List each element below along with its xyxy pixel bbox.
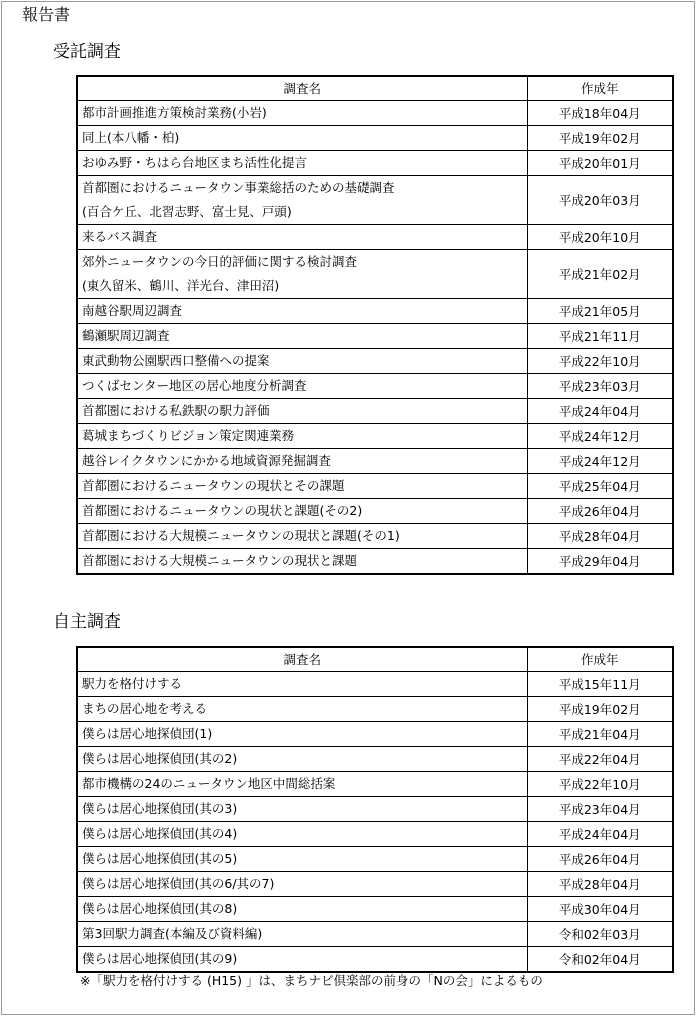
survey-name-text: (百合ケ丘、北習志野、富士見、戸頭) <box>82 204 292 219</box>
survey-name-cell <box>77 499 527 524</box>
survey-name-cell <box>77 324 527 349</box>
survey-name-cell <box>77 250 527 299</box>
created-year-cell: 平成23年04月 <box>527 797 673 822</box>
created-year-cell: 平成22年10月 <box>527 349 673 374</box>
table-row <box>77 797 673 822</box>
survey-name-cell <box>77 697 527 722</box>
survey-name-cell <box>77 947 527 973</box>
survey-name-text: 首都圏におけるニュータウン事業総括のための基礎調査 <box>82 180 395 195</box>
survey-name-cell <box>77 872 527 897</box>
created-year-cell: 平成30年04月 <box>527 897 673 922</box>
created-year-cell: 令和02年03月 <box>527 922 673 947</box>
survey-name-cell <box>77 549 527 575</box>
survey-name-text: 駅力を格付けする <box>82 676 183 691</box>
survey-name-cell <box>77 822 527 847</box>
created-year-cell: 平成20年03月 <box>527 176 673 225</box>
table-row <box>77 349 673 374</box>
table-row <box>77 250 673 299</box>
table-row <box>77 772 673 797</box>
survey-name-text: 僕らは居心地探偵団(其の2) <box>82 751 238 766</box>
survey-name-text: 僕らは居心地探偵団(1) <box>82 726 213 741</box>
created-year-cell: 平成21年11月 <box>527 324 673 349</box>
survey-name-text: 郊外ニュータウンの今日的評価に関する検討調査 <box>82 254 358 269</box>
table-row <box>77 822 673 847</box>
created-year-cell: 平成24年12月 <box>527 424 673 449</box>
survey-name-text: 都市機構の24のニュータウン地区中間総括案 <box>82 776 336 791</box>
section-title-commissioned: 受託調査 <box>53 42 121 62</box>
table-row <box>77 299 673 324</box>
survey-name-cell <box>77 897 527 922</box>
survey-name-text: 僕らは居心地探偵団(其の3) <box>82 801 238 816</box>
survey-name-cell <box>77 672 527 697</box>
table-row <box>77 672 673 697</box>
table-row <box>77 449 673 474</box>
survey-name-cell <box>77 349 527 374</box>
footnote: ※「駅力を格付けする (H15) 」は、まちナビ倶楽部の前身の「Nの会」によるもの <box>80 973 543 988</box>
created-year-cell: 平成21年04月 <box>527 722 673 747</box>
table-row <box>77 722 673 747</box>
table-row <box>77 176 673 225</box>
created-year-cell: 平成28年04月 <box>527 872 673 897</box>
survey-name-text: 同上(本八幡・柏) <box>82 130 180 145</box>
table-row <box>77 126 673 151</box>
survey-name-cell <box>77 747 527 772</box>
created-year-cell: 平成19年02月 <box>527 697 673 722</box>
table-header-row <box>77 647 673 672</box>
survey-name-text: 鶴瀬駅周辺調査 <box>82 328 170 343</box>
created-year-cell: 平成15年11月 <box>527 672 673 697</box>
column-header-created-year: 作成年 <box>527 647 673 672</box>
created-year-cell: 平成24年04月 <box>527 399 673 424</box>
created-year-cell: 令和02年04月 <box>527 947 673 973</box>
survey-name-text: 僕らは居心地探偵団(其の9) <box>82 951 238 966</box>
survey-name-text: 南越谷駅周辺調査 <box>82 303 183 318</box>
created-year-cell: 平成29年04月 <box>527 549 673 575</box>
survey-name-cell <box>77 399 527 424</box>
created-year-cell: 平成24年04月 <box>527 822 673 847</box>
survey-name-text: おゆみ野・ちはら台地区まち活性化提言 <box>82 155 308 170</box>
survey-name-cell <box>77 524 527 549</box>
survey-name-cell <box>77 126 527 151</box>
survey-name-cell <box>77 722 527 747</box>
created-year-cell: 平成19年02月 <box>527 126 673 151</box>
survey-name-text: 第3回駅力調査(本編及び資料編) <box>82 926 263 941</box>
survey-name-cell <box>77 374 527 399</box>
table-row <box>77 474 673 499</box>
survey-name-cell <box>77 922 527 947</box>
survey-name-cell <box>77 225 527 250</box>
column-header-survey-name: 調査名 <box>77 647 527 672</box>
table-row <box>77 399 673 424</box>
commissioned-survey-table <box>76 75 674 575</box>
table-row <box>77 225 673 250</box>
survey-name-text: 東武動物公園駅西口整備への提案 <box>82 353 270 368</box>
survey-name-text: 僕らは居心地探偵団(其の6/其の7) <box>82 876 275 891</box>
survey-name-text: 首都圏におけるニュータウンの現状と課題(その2) <box>82 503 363 518</box>
document-title: 報告書 <box>22 5 71 24</box>
survey-name-text: まちの居心地を考える <box>82 701 208 716</box>
survey-name-cell <box>77 772 527 797</box>
table-row <box>77 872 673 897</box>
table-row <box>77 697 673 722</box>
survey-name-cell <box>77 797 527 822</box>
survey-name-text: 来るバス調査 <box>82 229 158 244</box>
created-year-cell: 平成22年10月 <box>527 772 673 797</box>
created-year-cell: 平成20年10月 <box>527 225 673 250</box>
survey-name-text: 葛城まちづくりビジョン策定関連業務 <box>82 428 295 443</box>
created-year-cell: 平成26年04月 <box>527 499 673 524</box>
table-header-row <box>77 76 673 101</box>
survey-name-text: 越谷レイクタウンにかかる地域資源発掘調査 <box>82 453 331 468</box>
table-row <box>77 524 673 549</box>
created-year-cell: 平成26年04月 <box>527 847 673 872</box>
table-row <box>77 897 673 922</box>
survey-name-cell <box>77 424 527 449</box>
created-year-cell: 平成22年04月 <box>527 747 673 772</box>
section-title-independent: 自主調査 <box>53 612 121 632</box>
created-year-cell: 平成28年04月 <box>527 524 673 549</box>
table-row <box>77 747 673 772</box>
survey-name-cell <box>77 474 527 499</box>
table-row <box>77 499 673 524</box>
survey-name-cell <box>77 299 527 324</box>
created-year-cell: 平成18年04月 <box>527 101 673 126</box>
created-year-cell: 平成24年12月 <box>527 449 673 474</box>
table-row <box>77 922 673 947</box>
created-year-cell: 平成21年02月 <box>527 250 673 299</box>
survey-name-text: 首都圏における私鉄駅の駅力評価 <box>82 403 270 418</box>
created-year-cell: 平成25年04月 <box>527 474 673 499</box>
created-year-cell: 平成23年03月 <box>527 374 673 399</box>
table-row <box>77 101 673 126</box>
table-row <box>77 947 673 973</box>
survey-name-text: (東久留米、鶴川、洋光台、津田沼) <box>82 278 280 293</box>
survey-name-text: 首都圏におけるニュータウンの現状とその課題 <box>82 478 345 493</box>
survey-name-text: 僕らは居心地探偵団(其の4) <box>82 826 238 841</box>
survey-name-text: 首都圏における大規模ニュータウンの現状と課題 <box>82 553 358 568</box>
table-row <box>77 424 673 449</box>
survey-name-text: つくばセンター地区の居心地度分析調査 <box>82 378 307 393</box>
survey-name-text: 首都圏における大規模ニュータウンの現状と課題(その1) <box>82 528 400 543</box>
survey-name-text: 僕らは居心地探偵団(其の8) <box>82 901 238 916</box>
column-header-created-year: 作成年 <box>527 76 673 101</box>
table-row <box>77 374 673 399</box>
survey-name-cell <box>77 449 527 474</box>
created-year-cell: 平成20年01月 <box>527 151 673 176</box>
survey-name-text: 僕らは居心地探偵団(其の5) <box>82 851 238 866</box>
table-row <box>77 847 673 872</box>
independent-survey-table <box>76 646 674 973</box>
table-row <box>77 549 673 575</box>
created-year-cell: 平成21年05月 <box>527 299 673 324</box>
survey-name-cell <box>77 151 527 176</box>
survey-name-cell <box>77 847 527 872</box>
column-header-survey-name: 調査名 <box>77 76 527 101</box>
survey-name-cell <box>77 101 527 126</box>
table-row <box>77 151 673 176</box>
survey-name-cell <box>77 176 527 225</box>
survey-name-text: 都市計画推進方策検討業務(小岩) <box>82 105 267 120</box>
table-row <box>77 324 673 349</box>
